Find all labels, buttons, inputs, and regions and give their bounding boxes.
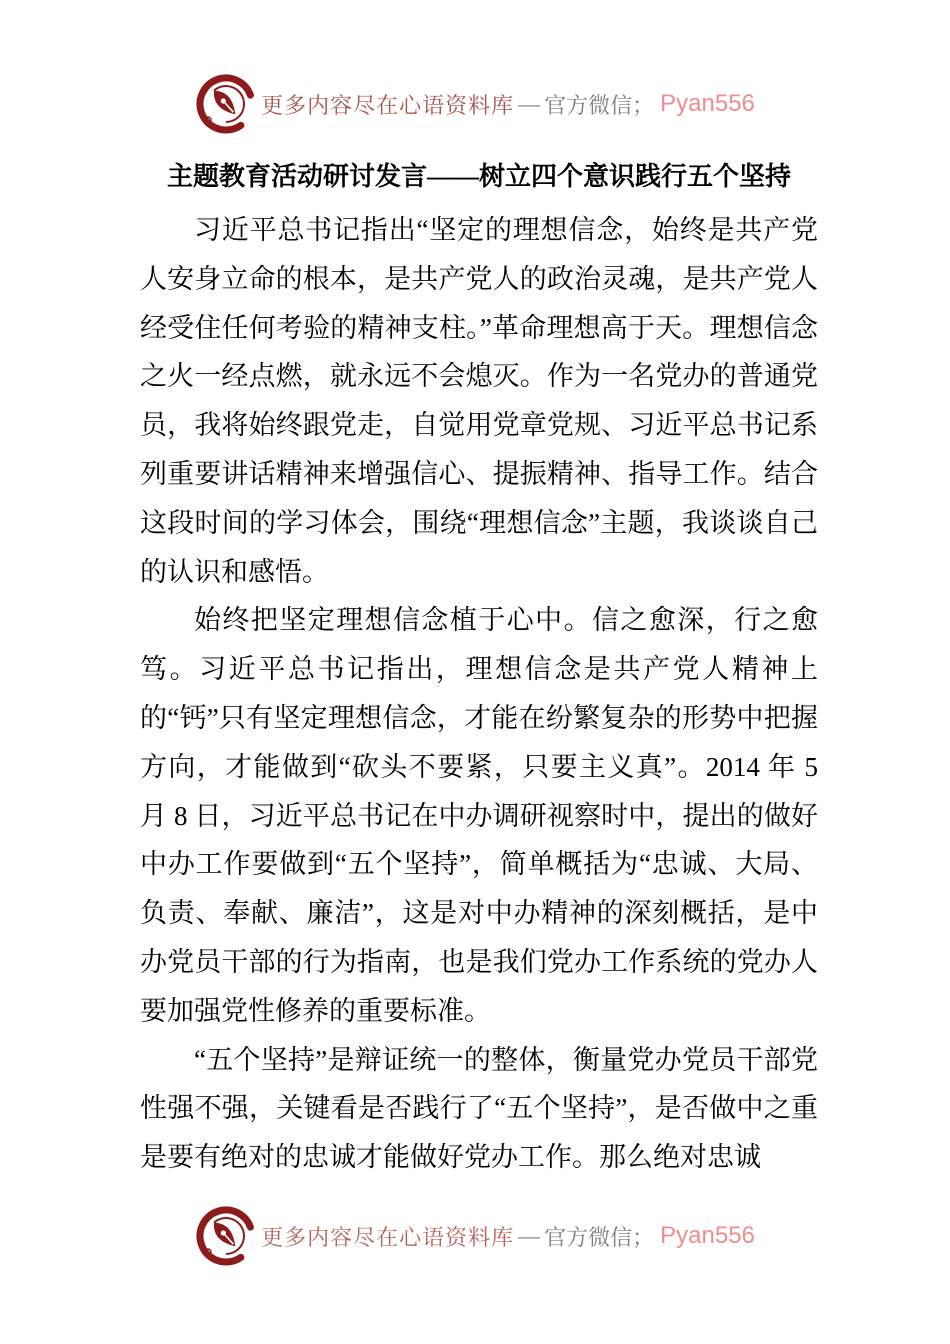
header-brand-text: 更多内容尽在心语资料库 (261, 92, 515, 118)
pen-logo-icon (195, 1205, 257, 1267)
paragraph-3: “五个坚持”是辩证统一的整体，衡量党办党员干部党性强不强，关键看是否践行了“五个坚持”，是否做中之重是要有绝对的忠诚才能做好党办工作。那么绝对忠诚 (140, 1044, 818, 1173)
footer-wechat-label: 官方微信； (544, 1224, 655, 1250)
pen-logo-icon (195, 73, 257, 135)
header-watermark (0, 73, 950, 135)
header-wechat-label: 官方微信； (544, 92, 655, 118)
footer-brand-text: 更多内容尽在心语资料库 (261, 1224, 515, 1250)
header-separator-dash: — (518, 91, 541, 116)
paragraph-2: 始终把坚定理想信念植于心中。信之愈深，行之愈笃。习近平总书记指出，理想信念是共产党人精神上的“钙”只有坚定理想信念，才能在纷繁复杂的形势中把握方向，才能做到“砍头不要紧，只要主义真”。2014 年 5 月 8 日，习近平总书记在中办调研视察时中，提出的做好中办工作要做到“五个坚持”，简单概括为“忠诚、大局、负责、奉献、廉洁”，这是对中办精神的深刻概括，是中办党员干部的行为指南，也是我们党办工作系统的党办人要加强党性修养的重要标准。 (140, 605, 818, 1026)
footer-wechat-id: Pyan556 (660, 1222, 755, 1249)
document-title: 主题教育活动研讨发言——树立四个意识践行五个坚持 (166, 162, 791, 191)
footer-separator-dash: — (518, 1223, 541, 1248)
footer-watermark (0, 1205, 950, 1267)
header-wechat-id: Pyan556 (660, 90, 755, 117)
document-body (140, 206, 818, 1182)
paragraph-1: 习近平总书记指出“坚定的理想信念，始终是共产党人安身立命的根本，是共产党人的政治灵魂，是共产党人经受住任何考验的精神支柱。”革命理想高于天。理想信念之火一经点燃，就永远不会熄灭。作为一名党办的普通党员，我将始终跟党走，自觉用党章党规、习近平总书记系列重要讲话精神来增强信心、提振精神、指导工作。结合这段时间的学习体会，围绕“理想信念”主题，我谈谈自己的认识和感悟。 (140, 215, 818, 587)
